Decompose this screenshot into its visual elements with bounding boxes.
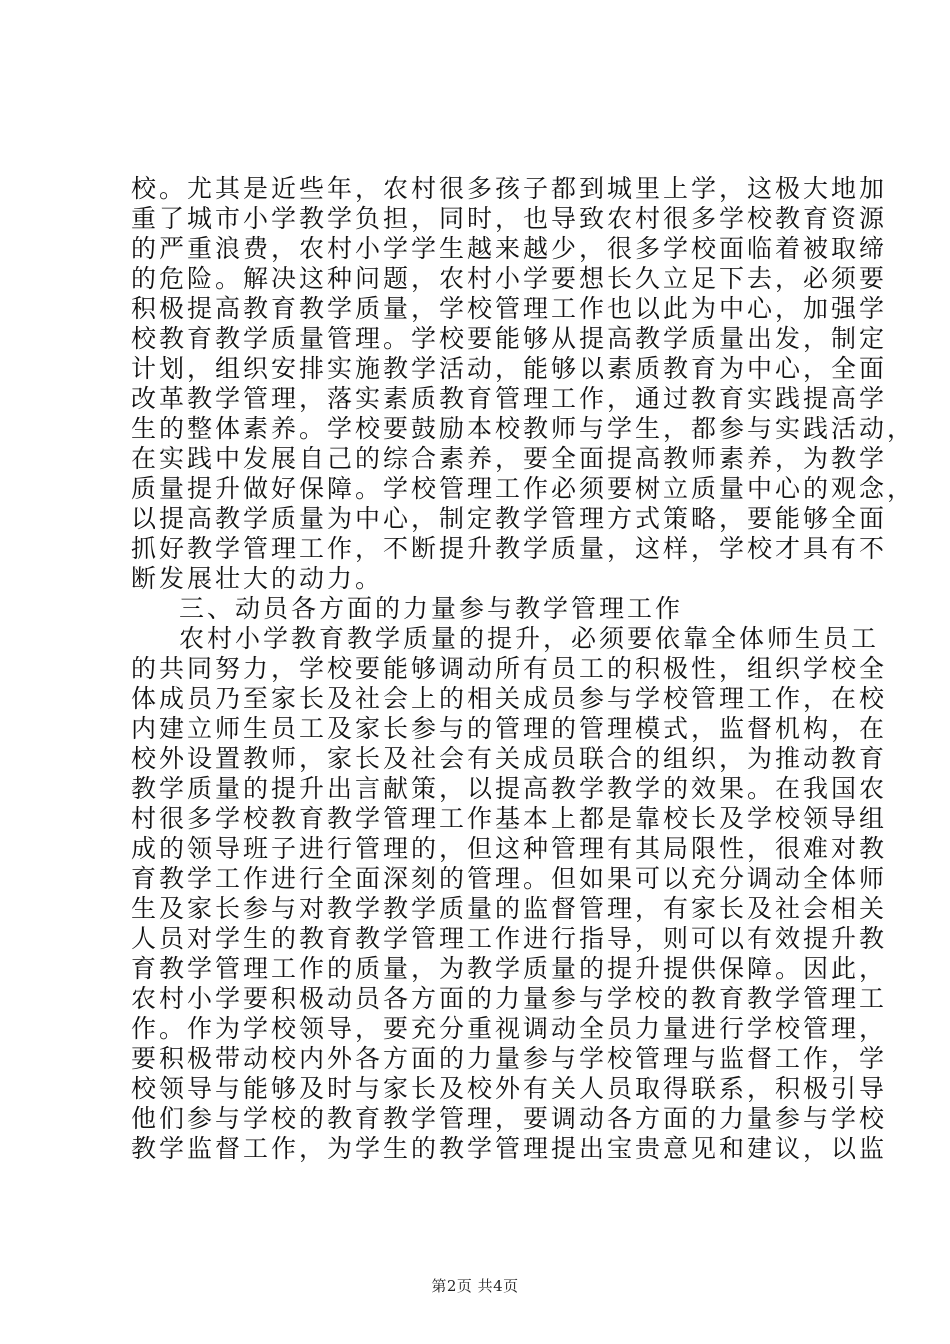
body-text-line: 农村小学要积极动员各方面的力量参与学校的教育教学管理工	[131, 984, 888, 1013]
body-text-line: 在实践中发展自己的综合素养，要全面提高教师素养，为教学	[131, 444, 888, 473]
body-text-line: 改革教学管理，落实素质教育管理工作，通过教育实践提高学	[131, 384, 888, 413]
body-text-line: 计划，组织安排实施教学活动，能够以素质教育为中心，全面	[131, 354, 888, 383]
body-text-line: 校。尤其是近些年，农村很多孩子都到城里上学，这极大地加	[131, 174, 888, 203]
body-text-line: 成的领导班子进行管理的，但这种管理有其局限性，很难对教	[131, 834, 888, 863]
body-text-line: 体成员乃至家长及社会上的相关成员参与学校管理工作，在校	[131, 684, 888, 713]
body-text-line: 教学质量的提升出言献策，以提高教学教学的效果。在我国农	[131, 774, 888, 803]
body-text-line: 农村小学教育教学质量的提升，必须要依靠全体师生员工	[179, 624, 880, 653]
body-text-line: 积极提高教育教学质量，学校管理工作也以此为中心，加强学	[131, 294, 888, 323]
body-text-line: 要积极带动校内外各方面的力量参与学校管理与监督工作，学	[131, 1044, 888, 1073]
body-text-line: 质量提升做好保障。学校管理工作必须要树立质量中心的观念，	[131, 474, 916, 503]
body-text-line: 人员对学生的教育教学管理工作进行指导，则可以有效提升教	[131, 924, 888, 953]
body-text-line: 村很多学校教育教学管理工作基本上都是靠校长及学校领导组	[131, 804, 888, 833]
body-text-line: 的严重浪费，农村小学学生越来越少，很多学校面临着被取缔	[131, 234, 888, 263]
body-text-line: 的危险。解决这种问题，农村小学要想长久立足下去，必须要	[131, 264, 888, 293]
section-heading: 三、动员各方面的力量参与教学管理工作	[179, 594, 684, 623]
body-text-line: 的共同努力，学校要能够调动所有员工的积极性，组织学校全	[131, 654, 888, 683]
body-text-line: 重了城市小学教学负担，同时，也导致农村很多学校教育资源	[131, 204, 888, 233]
body-text-line: 抓好教学管理工作，不断提升教学质量，这样，学校才具有不	[131, 534, 888, 563]
body-text-line: 校教育教学质量管理。学校要能够从提高教学质量出发，制定	[131, 324, 888, 353]
body-text-line: 育教学工作进行全面深刻的管理。但如果可以充分调动全体师	[131, 864, 888, 893]
body-text-line: 他们参与学校的教育教学管理，要调动各方面的力量参与学校	[131, 1104, 888, 1133]
body-text-line: 作。作为学校领导，要充分重视调动全员力量进行学校管理，	[131, 1014, 888, 1043]
body-text-line: 断发展壮大的动力。	[131, 564, 384, 593]
body-text-line: 育教学管理工作的质量，为教学质量的提升提供保障。因此，	[131, 954, 888, 983]
body-text-line: 生及家长参与对教学教学质量的监督管理，有家长及社会相关	[131, 894, 888, 923]
body-text-line: 教学监督工作，为学生的教学管理提出宝贵意见和建议，以监	[131, 1134, 888, 1163]
body-text-line: 校领导与能够及时与家长及校外有关人员取得联系，积极引导	[131, 1074, 888, 1103]
body-text-line: 校外设置教师，家长及社会有关成员联合的组织，为推动教育	[131, 744, 888, 773]
body-text-line: 生的整体素养。学校要鼓励本校教师与学生，都参与实践活动，	[131, 414, 916, 443]
document-body	[131, 174, 916, 1164]
body-text-line: 以提高教学质量为中心，制定教学管理方式策略，要能够全面	[131, 504, 888, 533]
body-text-line: 内建立师生员工及家长参与的管理的管理模式，监督机构，在	[131, 714, 888, 743]
page-number-footer: 第2页 共4页	[431, 1277, 519, 1295]
